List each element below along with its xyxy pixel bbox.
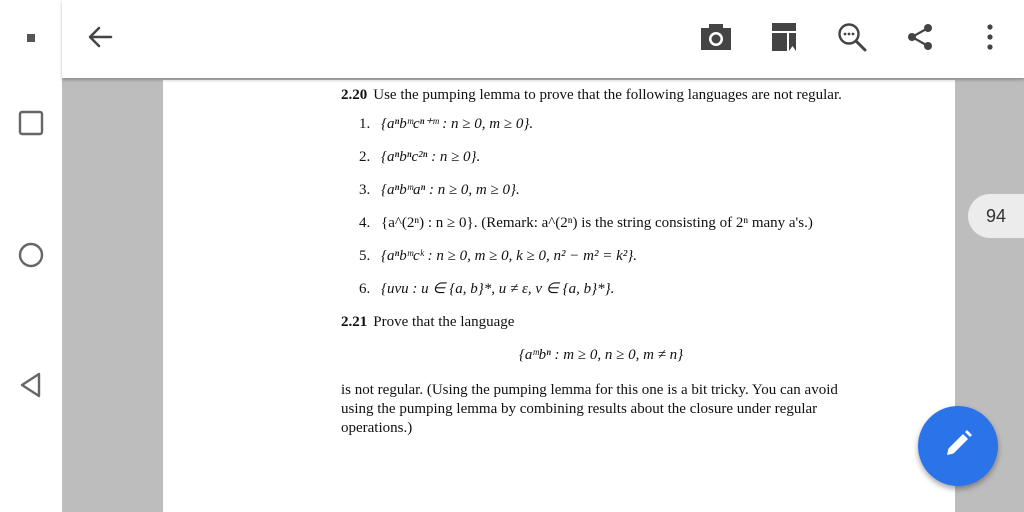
language-formula: {aᵐbⁿ : m ≥ 0, n ≥ 0, m ≠ n} [518, 347, 684, 363]
exercise-2-20 [341, 86, 861, 105]
list-item-text: {aⁿbᵐcᵏ : n ≥ 0, m ≥ 0, k ≥ 0, n² − m² = k²}. [381, 248, 638, 264]
list-item-number: 2. [359, 149, 371, 165]
back-nav-button[interactable] [0, 362, 62, 412]
status-dot [0, 26, 62, 50]
exercise-2-21 [341, 313, 861, 332]
edit-fab-button[interactable] [918, 406, 998, 486]
list-item-number: 6. [359, 281, 371, 297]
language-list [341, 115, 861, 299]
home-button[interactable] [0, 232, 62, 282]
bookmark-icon [770, 22, 798, 57]
layout-button[interactable] [760, 14, 808, 64]
nav-bar [0, 0, 62, 512]
triangle-back-icon [17, 371, 45, 404]
exercise-number: 2.21 [341, 314, 368, 330]
recents-button[interactable] [0, 100, 62, 150]
camera-icon [700, 23, 732, 56]
pencil-edit-icon [942, 428, 974, 465]
list-item-number: 4. [359, 215, 371, 231]
list-item [359, 181, 861, 200]
exercise-text: Prove that the language [373, 314, 515, 330]
exercise-text: Use the pumping lemma to prove that the following languages are not regular. [373, 87, 842, 103]
zoom-icon [837, 22, 867, 57]
toolbar [62, 0, 1024, 78]
list-item-number: 3. [359, 182, 371, 198]
list-item [359, 280, 861, 299]
share-button[interactable] [896, 14, 944, 64]
list-item-text: {a^(2ⁿ) : n ≥ 0}. (Remark: a^(2ⁿ) is the string consisting of 2ⁿ many a's.) [381, 215, 813, 231]
more-vert-icon [986, 23, 994, 56]
share-icon [906, 23, 934, 56]
screenshot-button[interactable] [692, 14, 740, 64]
list-item [359, 115, 861, 134]
circle-icon [17, 241, 45, 274]
list-item-text: {aⁿbᵐaⁿ : n ≥ 0, m ≥ 0}. [381, 182, 520, 198]
page-number-badge: 94 [968, 194, 1024, 238]
list-item [359, 247, 861, 266]
list-item-text: {aⁿbⁿc²ⁿ : n ≥ 0}. [381, 149, 481, 165]
zoom-button[interactable] [828, 14, 876, 64]
list-item [359, 214, 861, 233]
back-button[interactable] [76, 14, 124, 64]
exercise-paragraph: is not regular. (Using the pumping lemma for this one is a bit tricky. You can avoid using the pumping lemma by combining results about the closure under regular operations.) [341, 382, 838, 436]
document-page [163, 80, 955, 512]
exercise-number: 2.20 [341, 87, 368, 103]
square-icon [18, 110, 44, 141]
list-item [359, 148, 861, 167]
page-content [341, 86, 861, 438]
list-item-text: {uvu : u ∈ {a, b}*, u ≠ ε, v ∈ {a, b}*}. [381, 281, 615, 297]
arrow-left-icon [86, 23, 114, 56]
more-button[interactable] [966, 14, 1014, 64]
list-item-number: 1. [359, 116, 371, 132]
list-item-number: 5. [359, 248, 371, 264]
list-item-text: {aⁿbᵐcⁿ⁺ᵐ : n ≥ 0, m ≥ 0}. [381, 116, 534, 132]
